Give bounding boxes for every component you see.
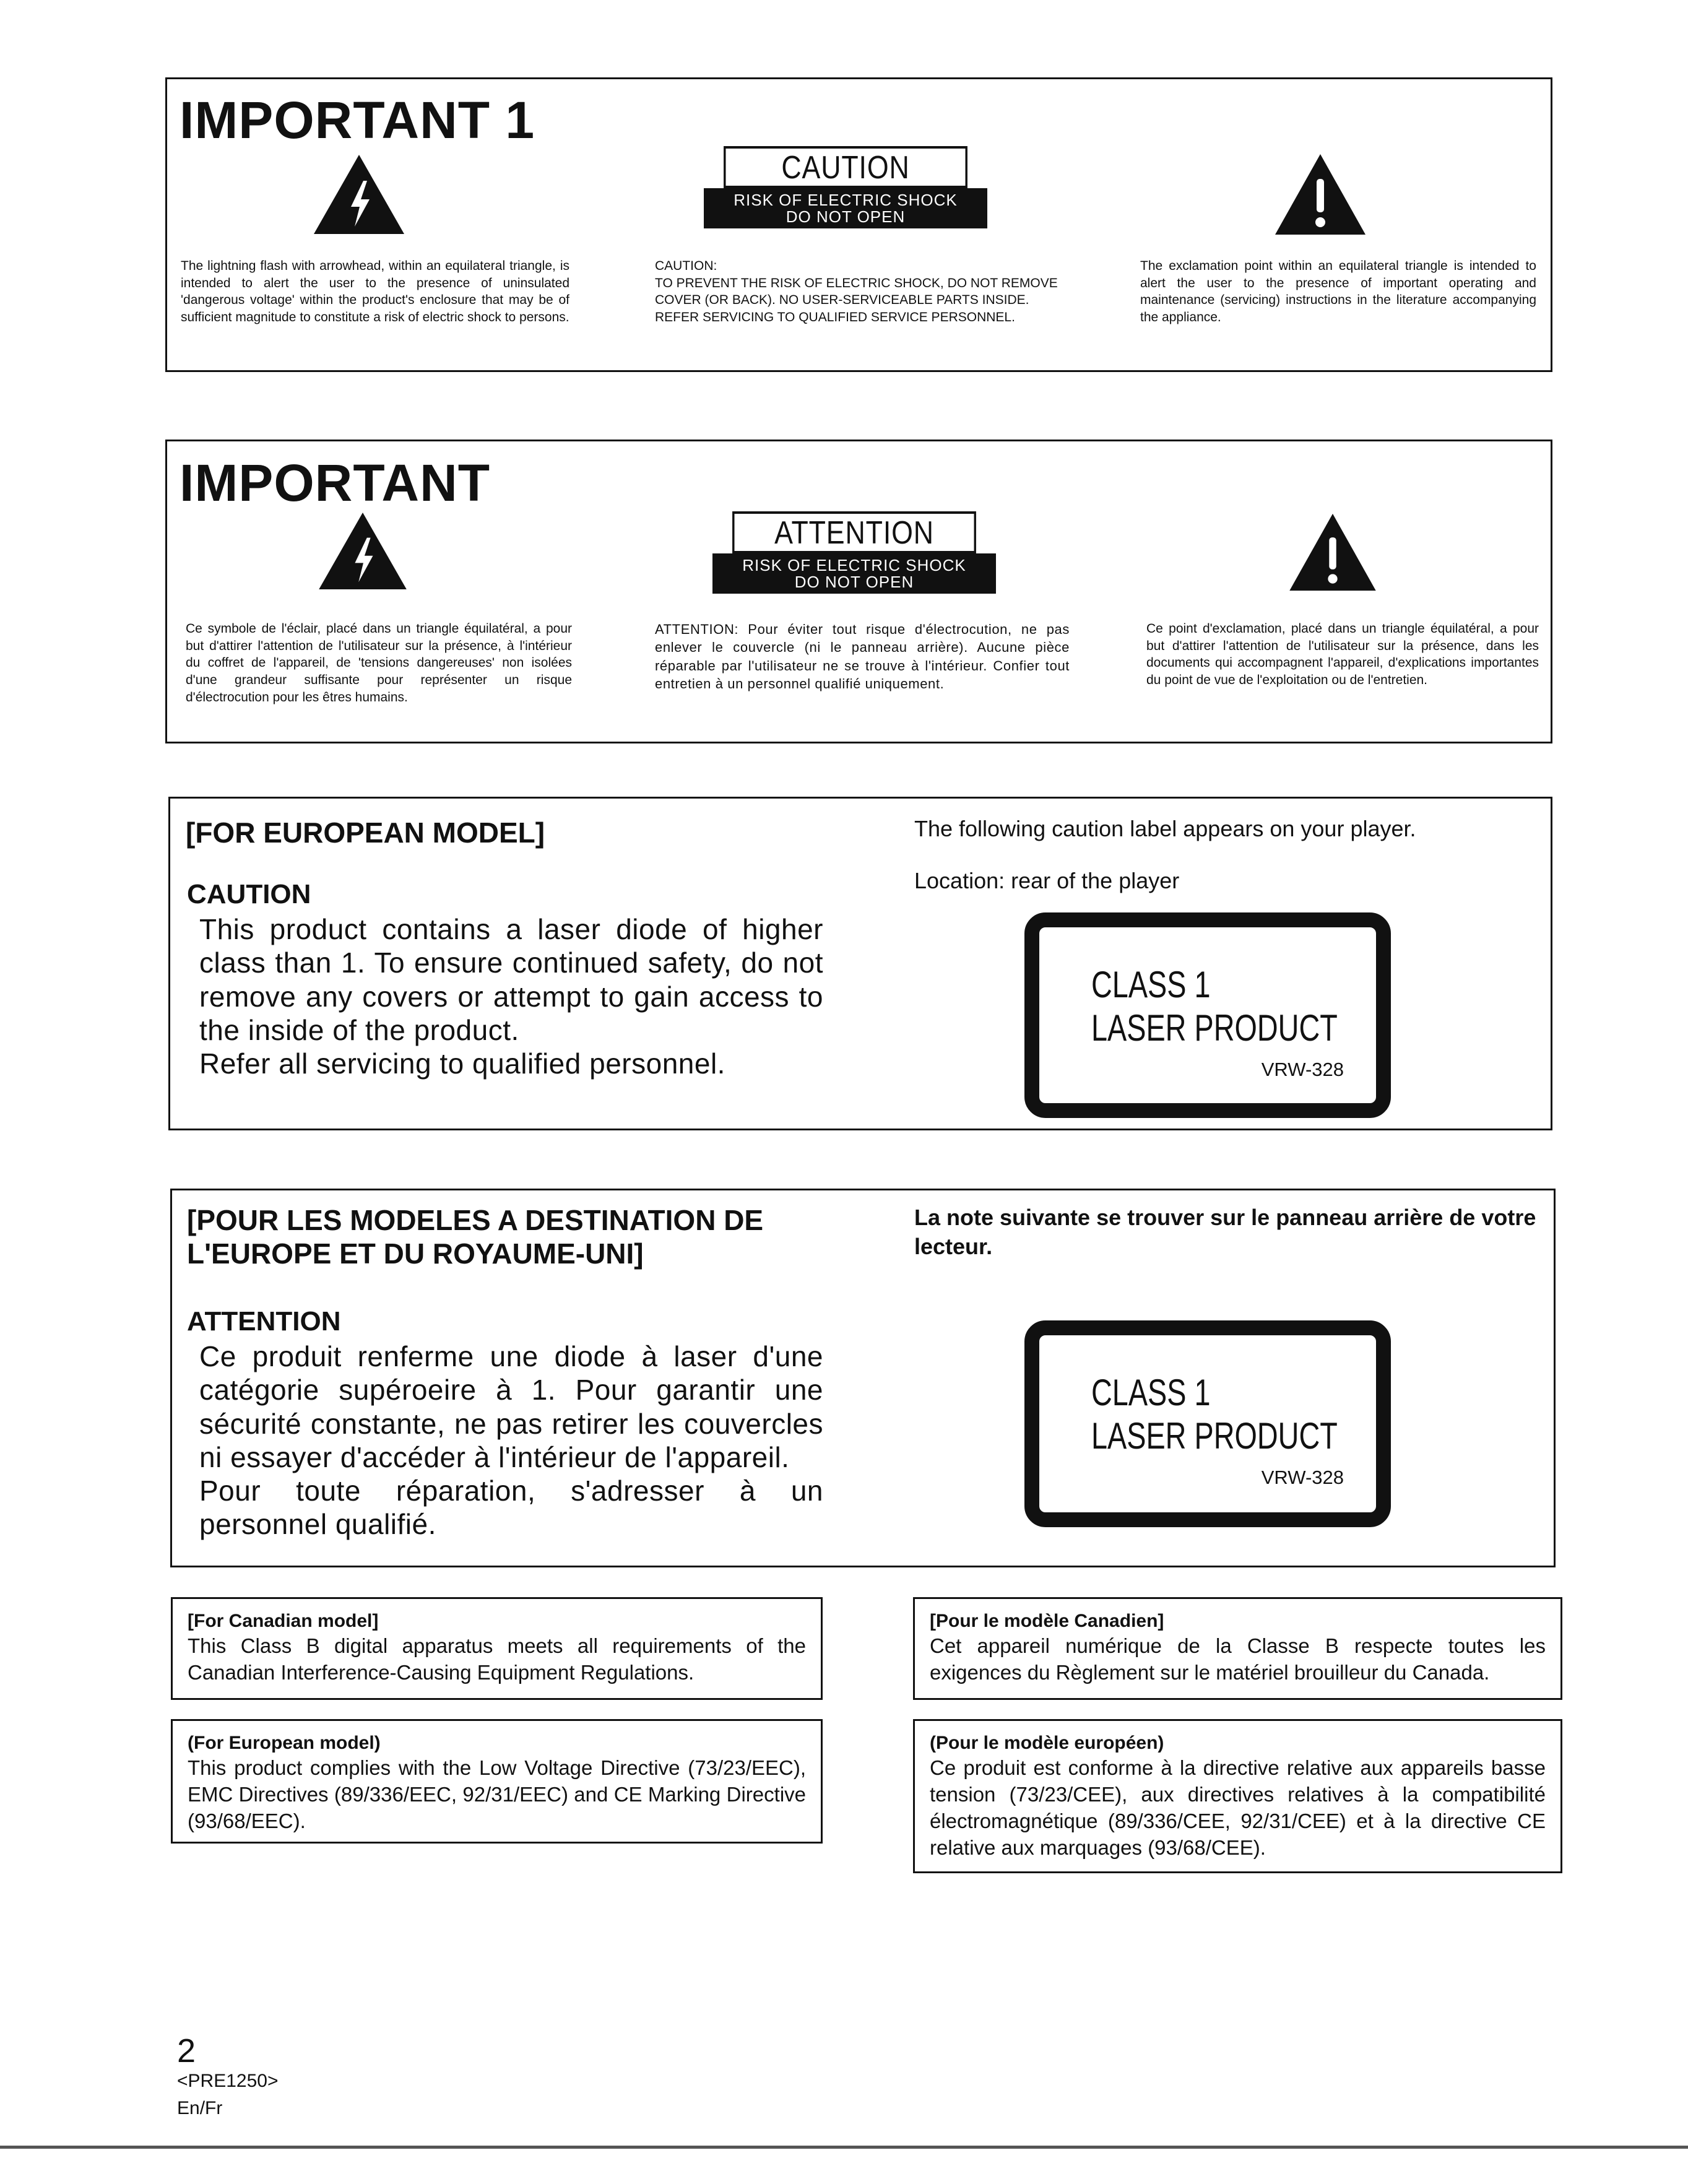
exclamation-explanation-en: The exclamation point within an equilateral triangle is intended to alert the user to the presence of important operating and maintenance (servicing) instructions in the literature accompanying the appliance. xyxy=(1140,259,1536,325)
european-note-text: Ce produit est conforme à la directive relative aux appareils basse tension (73/23/CEE), aux directives relatives à la compatibilité électromagnétique (89/336/CEE, 92/31/CEE) et à la directive CE relative aux marquages (93/68/CEE). xyxy=(930,1756,1546,1859)
european-label-note: The following caution label appears on your player. xyxy=(914,816,1416,841)
page-footer xyxy=(177,2034,278,2121)
european-model-note-fr xyxy=(913,1719,1562,1873)
caution-label-line2: DO NOT OPEN xyxy=(786,207,906,227)
caution-label xyxy=(704,146,987,228)
caution-heading: CAUTION: xyxy=(655,259,717,273)
caution-label-line1: RISK OF ELECTRIC SHOCK xyxy=(734,191,958,209)
laser-label-class: CLASS 1 xyxy=(1091,964,1211,1005)
exclamation-warning-icon xyxy=(1274,153,1367,236)
exclamation-explanation-fr: Ce point d'exclamation, placé dans un triangle équilatéral, a pour but d'attirer l'attention de l'utilisateur sur la présence, dans les documents qui accompagnent l'appareil, d'explications importantes du point de vue de l'exploitation ou de l'entretien. xyxy=(1146,622,1539,688)
canadian-note-text: This Class B digital apparatus meets all requirements of the Canadian Interference-Causing Equipment Regulations. xyxy=(188,1634,806,1684)
canadian-note-heading: [For Canadian model] xyxy=(188,1611,379,1631)
european-caution-body: This product contains a laser diode of higher class than 1. To ensure continued safety, do not remove any covers or attempt to gain access to the inside of the product. Refer all servicing to qualified personnel. xyxy=(199,913,823,1080)
canadian-model-note-fr xyxy=(913,1597,1562,1700)
laser-label-product: LASER PRODUCT xyxy=(1091,1007,1338,1049)
lightning-explanation-fr: Ce symbole de l'éclair, placé dans un triangle équilatéral, a pour but d'attirer l'attention de l'utilisateur sur la présence, à l'intérieur du coffret de l'appareil, de 'tensions dangereuses' non isolées d'une grandeur suffisante pour représenter un risque d'électrocution pour les êtres humains. xyxy=(186,622,572,704)
important-1-title: IMPORTANT 1 xyxy=(180,91,535,149)
laser-label-product: LASER PRODUCT xyxy=(1091,1415,1338,1457)
french-attention-heading: ATTENTION xyxy=(187,1306,341,1337)
french-label-note: La note suivante se trouver sur le panneau arrière de votre lecteur. xyxy=(914,1205,1536,1259)
canadian-note-heading: [Pour le modèle Canadien] xyxy=(930,1611,1164,1631)
european-caution-heading: CAUTION xyxy=(187,879,311,909)
canadian-note-text: Cet appareil numérique de la Classe B respecte toutes les exigences du Règlement sur le matériel brouilleur du Canada. xyxy=(930,1634,1546,1684)
laser-label-model: VRW-328 xyxy=(1261,1059,1344,1080)
class1-laser-label xyxy=(1024,912,1391,1118)
european-model-note-en xyxy=(171,1719,823,1844)
caution-label-title: CAUTION xyxy=(724,146,967,188)
french-model-title: [POUR LES MODELES A DESTINATION DE L'EUROPE ET DU ROYAUME-UNI] xyxy=(187,1204,764,1270)
european-label-location: Location: rear of the player xyxy=(914,868,1180,893)
caution-body: TO PREVENT THE RISK OF ELECTRIC SHOCK, DO NOT REMOVE COVER (OR BACK). NO USER-SERVICEABLE PARTS INSIDE. REFER SERVICING TO QUALIFIED SERVICE PERSONNEL. xyxy=(655,275,1058,325)
lightning-explanation-en: The lightning flash with arrowhead, within an equilateral triangle, is intended to alert the user to the presence of uninsulated 'dangerous voltage' within the product's enclosure that may be of sufficient magnitude to constitute a risk of electric shock to persons. xyxy=(181,259,569,325)
attention-label-line1: RISK OF ELECTRIC SHOCK xyxy=(742,556,966,574)
laser-label-model: VRW-328 xyxy=(1261,1467,1344,1488)
european-note-heading: (Pour le modèle européen) xyxy=(930,1733,1164,1753)
attention-text-fr: ATTENTION: Pour éviter tout risque d'électrocution, ne pas enlever le couvercle (ni le panneau arrière). Aucune pièce réparable par l'utilisateur ne se trouve à l'intérieur. Confier tout entretien à un personnel qualifié uniquement. xyxy=(655,622,1070,691)
lightning-warning-icon xyxy=(313,154,405,235)
canadian-model-note-en xyxy=(171,1597,823,1700)
language-indicator: En/Fr xyxy=(177,2097,223,2118)
french-attention-body: Ce produit renferme une diode à laser d'une catégorie supéroeire à 1. Pour garantir une sécurité constante, ne pas retirer les couvercles ni essayer d'accéder à l'intérieur de l'appareil. Pour toute réparation, s'adresser à un personnel qualifié. xyxy=(199,1340,823,1541)
attention-label-title: ATTENTION xyxy=(732,511,976,553)
bottom-divider xyxy=(0,2146,1688,2149)
laser-label-class: CLASS 1 xyxy=(1091,1372,1211,1413)
exclamation-warning-icon xyxy=(1288,513,1378,592)
european-model-title: [FOR EUROPEAN MODEL] xyxy=(186,817,545,849)
page-number: 2 xyxy=(177,2032,196,2069)
important-fr-title: IMPORTANT xyxy=(180,454,491,512)
attention-label xyxy=(712,511,996,594)
caution-text-en xyxy=(655,258,1070,326)
attention-label-line2: DO NOT OPEN xyxy=(794,573,914,592)
european-note-heading: (For European model) xyxy=(188,1733,381,1753)
lightning-warning-icon xyxy=(317,511,409,591)
european-note-text: This product complies with the Low Voltage Directive (73/23/EEC), EMC Directives (89/336/EEC, 92/31/EEC) and CE Marking Directive (93/68/EEC). xyxy=(188,1756,806,1832)
class1-laser-label xyxy=(1024,1320,1391,1527)
document-code: <PRE1250> xyxy=(177,2071,279,2091)
